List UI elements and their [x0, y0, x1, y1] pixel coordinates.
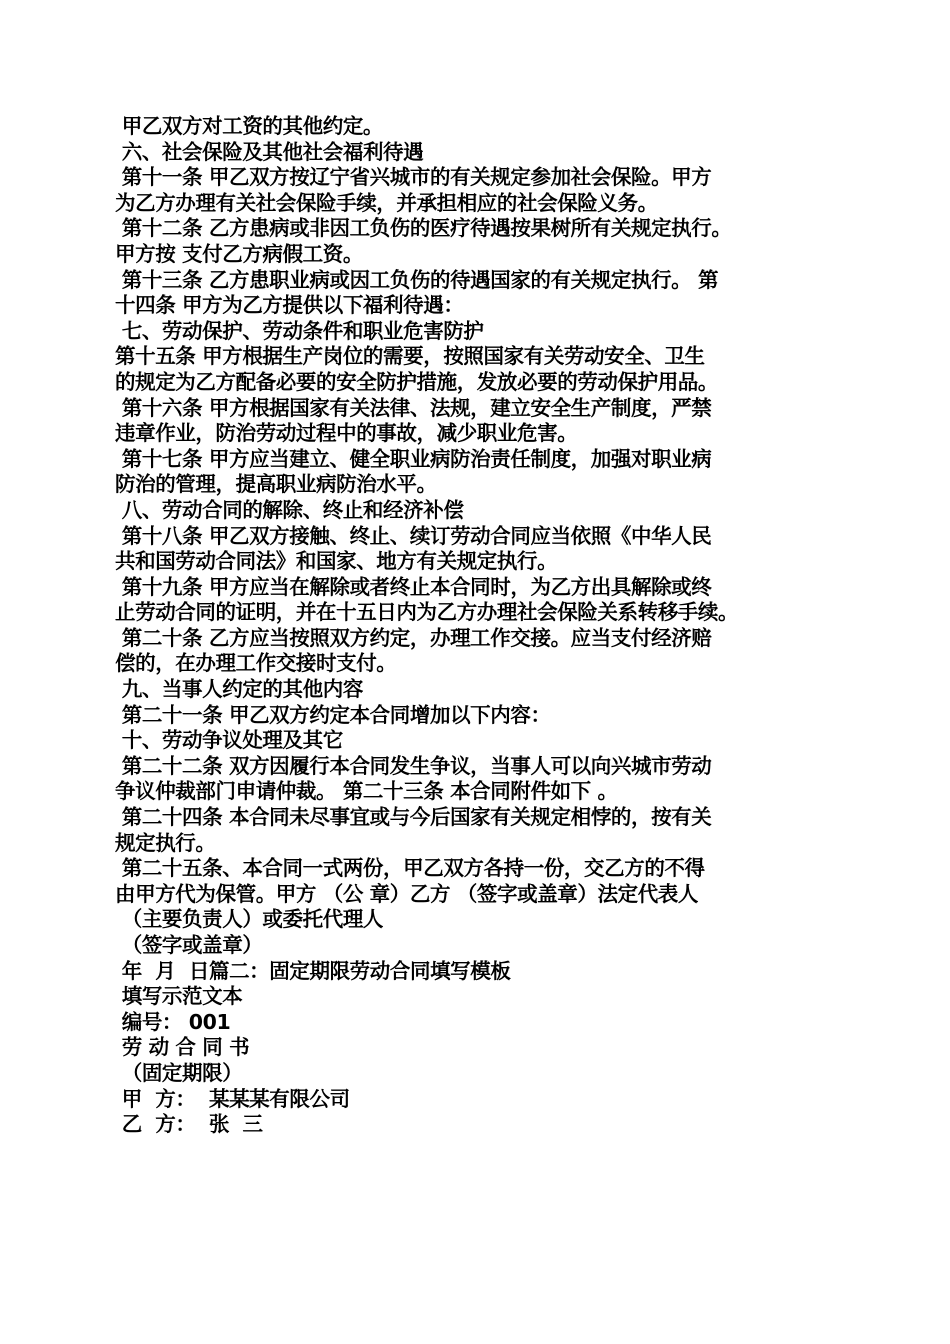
- text-line: 第十一条 甲乙双方按辽宁省兴城市的有关规定参加社会保险。甲方: [115, 165, 712, 190]
- text-line: 编号： 001: [115, 1009, 231, 1034]
- text-line: 第十九条 甲方应当在解除或者终止本合同时，为乙方出具解除或终: [115, 574, 712, 599]
- text-line: 填写示范文本: [115, 984, 243, 1009]
- text-line: 为乙方办理有关社会保险手续，并承担相应的社会保险义务。: [115, 190, 658, 215]
- text-line: 第十六条 甲方根据国家有关法律、法规，建立安全生产制度，严禁: [115, 395, 712, 420]
- text-line: 甲乙双方对工资的其他约定。: [115, 114, 384, 138]
- document-body: [115, 114, 855, 1138]
- text-line: 第十五条 甲方根据生产岗位的需要，按照国家有关劳动安全、卫生: [115, 344, 705, 369]
- text-line: 九、当事人约定的其他内容: [115, 677, 363, 702]
- text-line: 第二十二条 双方因履行本合同发生争议，当事人可以向兴城市劳动: [115, 753, 712, 778]
- text-line: 共和国劳动合同法》和国家、地方有关规定执行。: [115, 549, 558, 574]
- text-line: （固定期限）: [115, 1060, 243, 1085]
- text-line: 第二十四条 本合同未尽事宜或与今后国家有关规定相悖的，按有关: [115, 805, 712, 830]
- text-line: 甲 方： 某某某有限公司: [115, 1086, 350, 1111]
- text-line: 争议仲裁部门申请仲裁。 第二十三条 本合同附件如下 。: [115, 779, 618, 804]
- text-line: 第十八条 甲乙双方接触、终止、续订劳动合同应当依照《中华人民: [115, 523, 712, 548]
- text-line: 防治的管理，提高职业病防治水平。: [115, 472, 437, 497]
- text-line: 劳 动 合 同 书: [115, 1035, 250, 1060]
- text-line: 的规定为乙方配备必要的安全防护措施，发放必要的劳动保护用品。: [115, 369, 718, 394]
- text-line: 第二十条 乙方应当按照双方约定，办理工作交接。应当支付经济赔: [115, 625, 712, 650]
- text-line: 第十三条 乙方患职业病或因工负伤的待遇国家的有关规定执行。 第: [115, 267, 719, 292]
- text-line: 由甲方代为保管。甲方 （公 章）乙方 （签字或盖章）法定代表人: [115, 881, 699, 906]
- text-line: 第二十五条、本合同一式两份，甲乙双方各持一份，交乙方的不得: [115, 856, 705, 881]
- text-line: 违章作业，防治劳动过程中的事故，减少职业危害。: [115, 421, 578, 446]
- text-line: 第十二条 乙方患病或非因工负伤的医疗待遇按果树所有关规定执行。: [115, 216, 732, 241]
- text-line: 规定执行。: [115, 830, 216, 855]
- text-line: （签字或盖章）: [115, 933, 263, 957]
- text-line: 乙 方： 张 三: [115, 1112, 263, 1137]
- text-line: 第二十一条 甲乙双方约定本合同增加以下内容：: [115, 702, 551, 727]
- text-line: 八、劳动合同的解除、终止和经济补偿: [115, 497, 464, 522]
- text-line: 七、劳动保护、劳动条件和职业危害防护: [115, 318, 484, 343]
- text-line: 六、社会保险及其他社会福利待遇: [115, 139, 424, 164]
- text-line: 十四条 甲方为乙方提供以下福利待遇：: [115, 293, 464, 318]
- text-line: 年 月 日篇二：固定期限劳动合同填写模板: [115, 958, 511, 983]
- text-line: （主要负责人）或委托代理人: [115, 907, 384, 932]
- text-line: 第十七条 甲方应当建立、健全职业病防治责任制度，加强对职业病: [115, 446, 712, 471]
- text-line: 偿的，在办理工作交接时支付。: [115, 651, 397, 676]
- text-line: 止劳动合同的证明，并在十五日内为乙方办理社会保险关系转移手续。: [115, 600, 739, 625]
- text-line: 甲方按 支付乙方病假工资。: [115, 241, 363, 266]
- text-line: 十、劳动争议处理及其它: [115, 728, 343, 753]
